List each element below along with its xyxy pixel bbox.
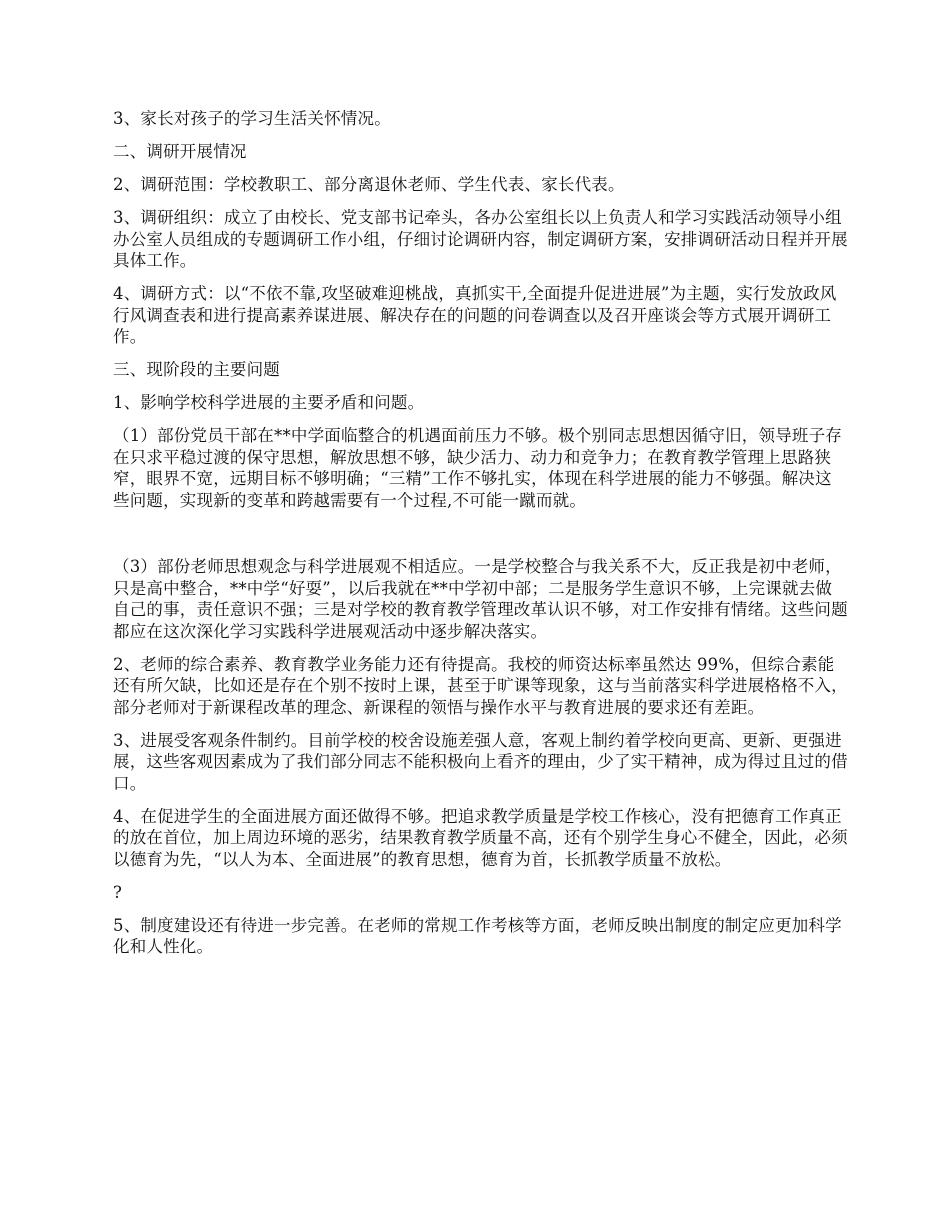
section-heading-main-problems: 三、现阶段的主要问题 (113, 360, 280, 379)
paragraph-research-scope: 2、调研范围：学校教职工、部分离退休老师、学生代表、家长代表。 (113, 175, 625, 194)
paragraph-item-1-cadres: （1）部份党员干部在**中学面临整合的机遇面前压力不够。极个别同志思想因循守旧，领导班子存在只求平稳过渡的保守思想，解放思想不够，缺少活力、动力和竞争力；在教育教学管理上思路狭窄，眼界不宽，远期目标不够明确；“三精”工作不够扎实，体现在科学进展的能力不够强。解决这些问题，实现新的变革和跨越需要有一个过程,不可能一蹴而就。 (113, 426, 842, 510)
paragraph-research-organization: 3、调研组织：成立了由校长、党支部书记牵头，各办公室组长以上负责人和学习实践活动领导小组办公室人员组成的专题调研工作小组，仔细讨论调研内容，制定调研方案，安排调研活动日程并开展具体工作。 (113, 208, 848, 270)
paragraph-question-mark: ? (113, 882, 123, 902)
paragraph-item-3-teachers-mindset: （3）部份老师思想观念与科学进展观不相适应。一是学校整合与我关系不大，反正我是初中老师，只是高中整合，**中学“好耍”，以后我就在**中学初中部；二是服务学生意识不够，上完课就去做自己的事，责任意识不强；三是对学校的教育教学管理改革认识不够，对工作安排有情绪。这些问题都应在这次深化学习实践科学进展观活动中逐步解决落实。 (113, 557, 848, 641)
paragraph-objective-conditions: 3、进展受客观条件制约。目前学校的校舍设施差强人意，客观上制约着学校向更高、更新、更强进展，这些客观因素成为了我们部分同志不能积极向上看齐的理由，少了实干精神，成为得过且过的借口。 (113, 730, 848, 793)
document-body (113, 108, 848, 969)
section-heading-research-progress: 二、调研开展情况 (113, 142, 247, 161)
paragraph-system-building: 5、制度建设还有待进一步完善。在老师的常规工作考核等方面，老师反映出制度的制定应更加科学化和人性化。 (113, 915, 842, 956)
paragraph-student-development: 4、在促进学生的全面进展方面还做得不够。把追求教学质量是学校工作核心，没有把德育工作真正的放在首位，加上周边环境的恶劣，结果教育教学质量不高，还有个别学生身心不健全，因此，必须以德育为先，“以人为本、全面进展”的教育思想，德育为首，长抓教学质量不放松。 (113, 806, 848, 869)
paragraph-main-contradictions: 1、影响学校科学进展的主要矛盾和问题。 (113, 393, 425, 412)
paragraph-teacher-quality: 2、老师的综合素养、教育教学业务能力还有待提高。我校的师资达标率虽然达 99%，但综合素能还有所欠缺，比如还是存在个别不按时上课，甚至于旷课等现象，这与当前落实科学进展格格不入，部分老师对于新课程改革的理念、新课程的领悟与操作水平与教育进展的要求还有差距。 (113, 654, 848, 717)
paragraph-research-method: 4、调研方式：以“不依不靠,攻坚破难迎桃战，真抓实干,全面提升促进进展”为主题，实行发放政风行风调查表和进行提高素养谋进展、解决存在的问题的问卷调查以及召开座谈会等方式展开调研工作。 (113, 284, 837, 346)
paragraph-parent-care: 3、家长对孩子的学习生活关怀情况。 (113, 109, 391, 128)
